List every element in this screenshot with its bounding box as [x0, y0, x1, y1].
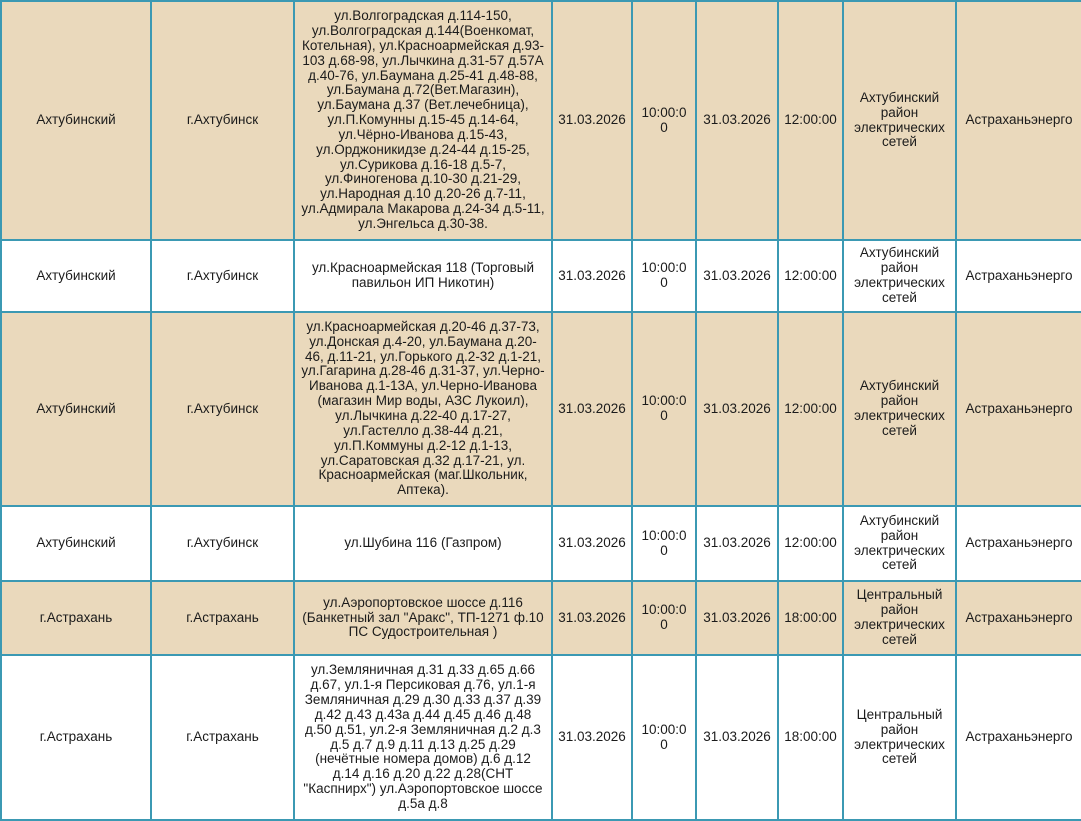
cell-time-end: 12:00:00: [778, 506, 843, 581]
cell-date-end: 31.03.2026: [696, 581, 778, 655]
cell-addresses: ул.Аэропортовское шоссе д.116 (Банкетный зал "Аракс", ТП-1271 ф.10 ПС Судостроительная ): [294, 581, 552, 655]
cell-date-end: 31.03.2026: [696, 312, 778, 506]
cell-city: г.Ахтубинск: [151, 1, 294, 240]
cell-district: г.Астрахань: [1, 581, 151, 655]
cell-company: Астраханьэнерго: [956, 240, 1081, 312]
cell-network: Ахтубинский район электрических сетей: [843, 506, 956, 581]
table-row: [1, 240, 1081, 312]
cell-date-end: 31.03.2026: [696, 1, 778, 240]
cell-date-start: 31.03.2026: [552, 655, 632, 820]
cell-addresses: ул.Красноармейская 118 (Торговый павильон ИП Никотин): [294, 240, 552, 312]
cell-city: г.Ахтубинск: [151, 240, 294, 312]
table-body: [1, 1, 1081, 820]
cell-date-end: 31.03.2026: [696, 240, 778, 312]
cell-time-end: 12:00:00: [778, 1, 843, 240]
cell-district: Ахтубинский: [1, 240, 151, 312]
cell-company: Астраханьэнерго: [956, 655, 1081, 820]
cell-date-start: 31.03.2026: [552, 312, 632, 506]
cell-network: Центральный район электрических сетей: [843, 655, 956, 820]
cell-city: г.Ахтубинск: [151, 312, 294, 506]
table-row: [1, 1, 1081, 240]
table-row: [1, 581, 1081, 655]
cell-network: Ахтубинский район электрических сетей: [843, 1, 956, 240]
cell-city: г.Астрахань: [151, 655, 294, 820]
cell-addresses: ул.Красноармейская д.20-46 д.37-73, ул.Донская д.4-20, ул.Баумана д.20-46, д.11-21, ул.Горького д.2-32 д.1-21, ул.Гагарина д.28-46 д.31-37, ул.Черно-Иванова д.1-13А, ул.Черно-Иванова (магазин Мир воды, АЗС Лукоил), ул.Лычкина д.22-40 д.17-27, ул.Гастелло д.38-44 д.21, ул.П.Коммуны д.2-12 д.1-13, ул.Саратовская д.32 д.17-21, ул. Красноармейская (маг.Школьник, Аптека).: [294, 312, 552, 506]
cell-addresses: ул.Волгоградская д.114-150, ул.Волгоградская д.144(Военкомат, Котельная), ул.Красноармейская д.93-103 д.68-98, ул.Лычкина д.31-57 д.57А д.40-76, ул.Баумана д.25-41 д.48-88, ул.Баумана д.72(Вет.Магазин), ул.Баумана д.37 (Вет.лечебница), ул.П.Комунны д.15-45 д.14-64, ул.Чёрно-Иванова д.15-43, ул.Орджоникидзе д.24-44 д.15-25, ул.Сурикова д.16-18 д.5-7, ул.Финогенова д.10-30 д.21-29, ул.Народная д.10 д.20-26 д.7-11, ул.Адмирала Макарова д.24-34 д.5-11, ул.Энгельса д.30-38.: [294, 1, 552, 240]
cell-company: Астраханьэнерго: [956, 581, 1081, 655]
cell-time-end: 18:00:00: [778, 581, 843, 655]
cell-date-start: 31.03.2026: [552, 506, 632, 581]
cell-time-end: 18:00:00: [778, 655, 843, 820]
table-row: [1, 506, 1081, 581]
cell-district: Ахтубинский: [1, 506, 151, 581]
cell-date-start: 31.03.2026: [552, 1, 632, 240]
cell-company: Астраханьэнерго: [956, 506, 1081, 581]
cell-company: Астраханьэнерго: [956, 1, 1081, 240]
cell-date-start: 31.03.2026: [552, 581, 632, 655]
cell-date-end: 31.03.2026: [696, 506, 778, 581]
cell-addresses: ул.Земляничная д.31 д.33 д.65 д.66 д.67, ул.1-я Персиковая д.76, ул.1-я Земляничная д.29 д.30 д.33 д.37 д.39 д.42 д.43 д.43а д.44 д.45 д.46 д.48 д.50 д.51, ул.2-я Земляничная д.2 д.3 д.5 д.7 д.9 д.11 д.13 д.25 д.29 (нечётные номера домов) д.6 д.12 д.14 д.16 д.20 д.22 д.28(СНТ "Каспнирх") ул.Аэропортовское шоссе д.5а д.8: [294, 655, 552, 820]
cell-time-start: 10:00:00: [632, 581, 696, 655]
cell-time-start: 10:00:00: [632, 655, 696, 820]
cell-time-start: 10:00:00: [632, 1, 696, 240]
cell-network: Центральный район электрических сетей: [843, 581, 956, 655]
cell-network: Ахтубинский район электрических сетей: [843, 240, 956, 312]
cell-time-end: 12:00:00: [778, 312, 843, 506]
cell-district: Ахтубинский: [1, 312, 151, 506]
table-row: [1, 312, 1081, 506]
cell-time-start: 10:00:00: [632, 312, 696, 506]
cell-date-start: 31.03.2026: [552, 240, 632, 312]
cell-city: г.Астрахань: [151, 581, 294, 655]
cell-time-end: 12:00:00: [778, 240, 843, 312]
cell-district: г.Астрахань: [1, 655, 151, 820]
cell-date-end: 31.03.2026: [696, 655, 778, 820]
cell-time-start: 10:00:00: [632, 240, 696, 312]
table-row: [1, 655, 1081, 820]
cell-district: Ахтубинский: [1, 1, 151, 240]
cell-city: г.Ахтубинск: [151, 506, 294, 581]
cell-network: Ахтубинский район электрических сетей: [843, 312, 956, 506]
cell-addresses: ул.Шубина 116 (Газпром): [294, 506, 552, 581]
cell-company: Астраханьэнерго: [956, 312, 1081, 506]
cell-time-start: 10:00:00: [632, 506, 696, 581]
